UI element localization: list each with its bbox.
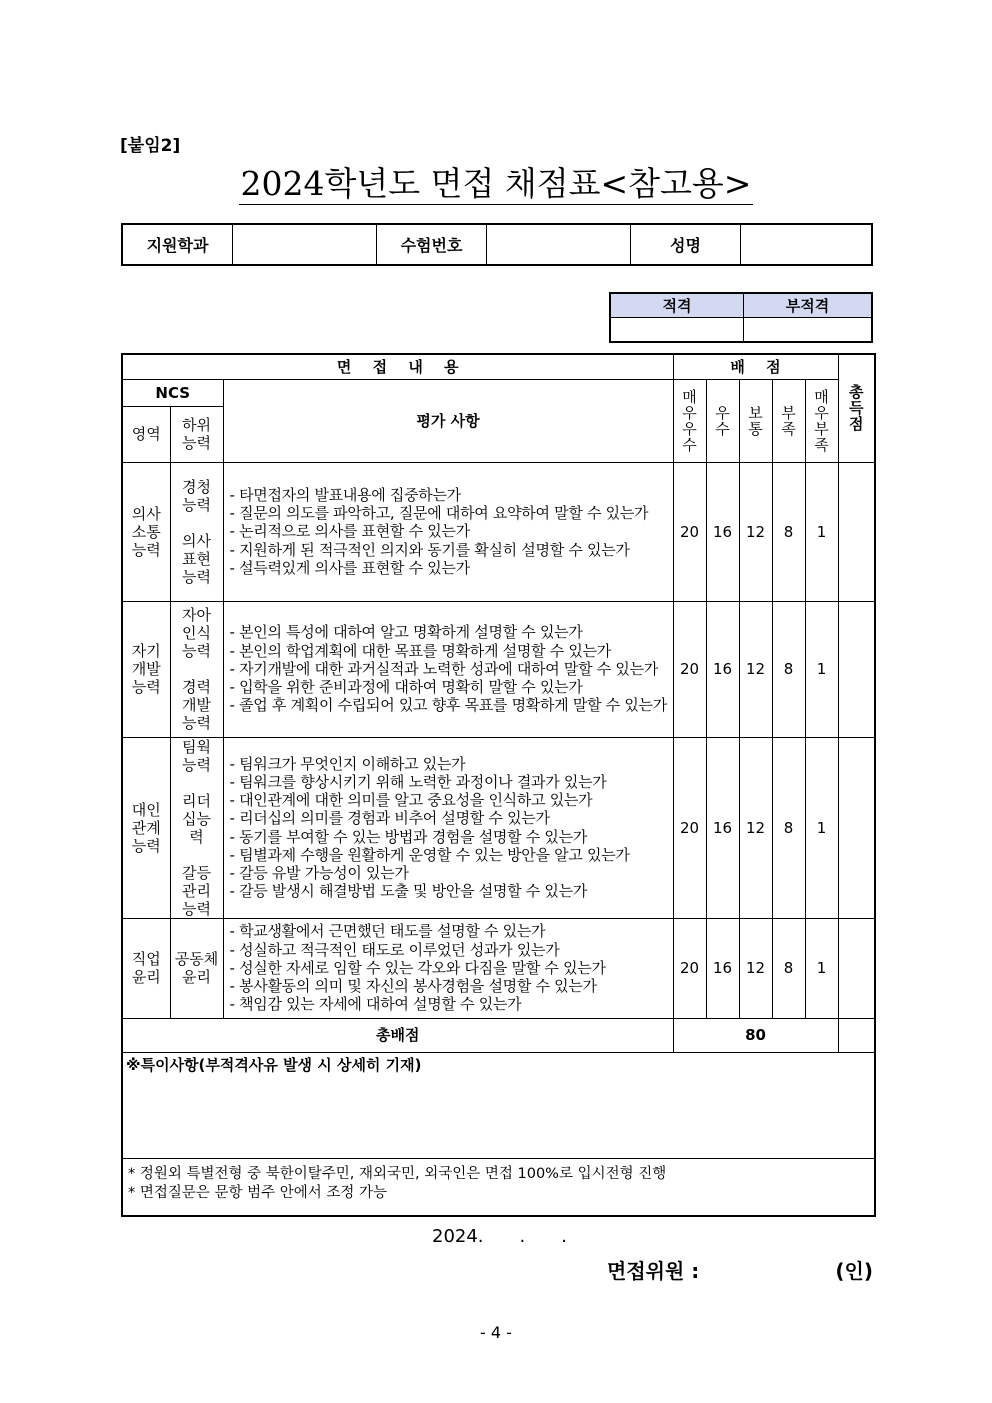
score-cell[interactable]: 12 — [739, 737, 772, 918]
score-cell[interactable]: 8 — [772, 601, 805, 737]
sub-ability-text: 경청능력 의사표현능력 — [182, 477, 211, 586]
criteria-item: - 자기개발에 대한 과거실적과 노력한 성과에 대하여 말할 수 있는가 — [229, 659, 658, 678]
score-cell[interactable]: 20 — [673, 601, 706, 737]
criteria-item: - 본인의 특성에 대하여 알고 명확하게 설명할 수 있는가 — [229, 623, 583, 642]
page-number: - 4 - — [480, 1323, 512, 1342]
criteria-item: - 설득력있게 의사를 표현할 수 있는가 — [229, 558, 470, 577]
domain-cell — [122, 918, 170, 1018]
pass-label: 적격 — [610, 293, 744, 318]
criteria-item: - 대인관계에 대한 의미를 알고 중요성을 인식하고 있는가 — [229, 791, 593, 810]
criteria-item: - 책임감 있는 자세에 대하여 설명할 수 있는가 — [229, 995, 522, 1014]
sub-ability-cell — [170, 918, 223, 1018]
score-cell[interactable]: 16 — [706, 601, 739, 737]
ncs-header: NCS — [122, 379, 223, 406]
content-header: 면 접 내 용 — [122, 354, 673, 379]
criteria-cell — [223, 737, 673, 918]
score-cell[interactable]: 12 — [739, 601, 772, 737]
level-header-very-poor — [805, 379, 838, 462]
criteria-item: - 질문의 의도를 파악하고, 질문에 대하여 요약하여 말할 수 있는가 — [229, 504, 649, 523]
score-cell[interactable]: 12 — [739, 462, 772, 601]
name-field[interactable] — [741, 224, 873, 265]
sub-ability-header — [170, 406, 223, 462]
domain-text: 대인관계능력 — [131, 800, 161, 855]
name-label: 성명 — [631, 224, 741, 265]
fail-label: 부적격 — [744, 293, 873, 318]
criteria-cell — [223, 601, 673, 737]
signature-label: 면접위원 : — [607, 1259, 700, 1283]
criteria-row — [122, 918, 875, 1018]
criteria-item: - 갈등 발생시 해결방법 도출 및 방안을 설명할 수 있는가 — [229, 882, 588, 901]
total-score-header — [838, 354, 875, 462]
level-average-text: 보통 — [748, 403, 763, 438]
signature-stamp: (인) — [835, 1259, 873, 1283]
criteria-item: - 팀워크가 무엇인지 이해하고 있는가 — [229, 754, 466, 773]
total-score-cell[interactable] — [838, 1018, 875, 1052]
criteria-item: - 성실하고 적극적인 태도로 이루었던 성과가 있는가 — [229, 940, 560, 959]
criteria-item: - 팀워크를 향상시키기 위해 노력한 과정이나 결과가 있는가 — [229, 772, 607, 791]
footnote-1: * 정원외 특별전형 중 북한이탈주민, 재외국민, 외국인은 면접 100%로 입시전형 진행 — [128, 1165, 667, 1182]
criteria-item: - 성실한 자세로 임할 수 있는 각오와 다짐을 말할 수 있는가 — [229, 958, 606, 977]
criteria-item: - 본인의 학업계획에 대한 목표를 명확하게 설명할 수 있는가 — [229, 641, 611, 660]
score-cell[interactable]: 16 — [706, 918, 739, 1018]
level-header-average — [739, 379, 772, 462]
criteria-cell — [223, 918, 673, 1018]
total-value: 80 — [673, 1018, 838, 1052]
sub-ability-cell — [170, 601, 223, 737]
level-good-text: 우수 — [715, 403, 730, 438]
score-cell[interactable]: 20 — [673, 462, 706, 601]
score-cell[interactable]: 20 — [673, 737, 706, 918]
sub-ability-text: 자아인식능력 경력개발능력 — [182, 606, 211, 732]
criteria-header: 평가 사항 — [223, 379, 673, 462]
criteria-item: - 갈등 유발 가능성이 있는가 — [229, 863, 409, 882]
row-total-cell[interactable] — [838, 462, 875, 601]
special-notes-area[interactable] — [122, 1052, 875, 1158]
dept-label: 지원학과 — [122, 224, 233, 265]
score-cell[interactable]: 16 — [706, 462, 739, 601]
level-header-poor — [772, 379, 805, 462]
footnote-2: * 면접질문은 문항 범주 안에서 조정 가능 — [128, 1184, 388, 1201]
score-cell[interactable]: 12 — [739, 918, 772, 1018]
total-label: 총배점 — [122, 1018, 673, 1052]
criteria-item: - 지원하게 된 적극적인 의지와 동기를 확실히 설명할 수 있는가 — [229, 540, 630, 559]
criteria-item: - 동기를 부여할 수 있는 방법과 경험을 설명할 수 있는가 — [229, 827, 588, 846]
domain-header: 영역 — [122, 406, 170, 462]
total-score-header-text: 총득점 — [849, 383, 864, 434]
fail-check-cell[interactable] — [744, 318, 873, 343]
domain-cell — [122, 601, 170, 737]
criteria-row — [122, 601, 875, 737]
level-excellent-text: 매우우수 — [682, 387, 697, 454]
signature-line — [607, 1255, 873, 1284]
sub-ability-text: 공동체윤리 — [174, 950, 219, 986]
score-cell[interactable]: 16 — [706, 737, 739, 918]
criteria-row — [122, 737, 875, 918]
level-header-good — [706, 379, 739, 462]
domain-text: 직업윤리 — [131, 950, 161, 986]
criteria-item: - 논리적으로 의사를 표현할 수 있는가 — [229, 522, 470, 541]
criteria-rows — [122, 462, 875, 1018]
sub-ability-header-text: 하위능력 — [182, 416, 211, 452]
exam-no-label: 수험번호 — [377, 224, 487, 265]
pass-fail-table — [609, 292, 873, 343]
domain-text: 의사소통능력 — [131, 504, 161, 559]
criteria-item: - 학교생활에서 근면했던 태도를 설명할 수 있는가 — [229, 922, 546, 941]
criteria-item: - 타면접자의 발표내용에 집중하는가 — [229, 485, 461, 504]
criteria-item: - 팀별과제 수행을 원활하게 운영할 수 있는 방안을 알고 있는가 — [229, 845, 630, 864]
row-total-cell[interactable] — [838, 737, 875, 918]
attachment-label: [붙임2] — [120, 136, 181, 156]
row-total-cell[interactable] — [838, 918, 875, 1018]
pass-check-cell[interactable] — [610, 318, 744, 343]
domain-cell — [122, 737, 170, 918]
score-header: 배 점 — [673, 354, 838, 379]
scoring-table — [121, 353, 876, 1217]
date-line: 2024. . . — [432, 1226, 567, 1247]
criteria-item: - 봉사활동의 의미 및 자신의 봉사경험을 설명할 수 있는가 — [229, 977, 597, 996]
score-cell[interactable]: 1 — [805, 918, 838, 1018]
footnotes — [122, 1158, 875, 1216]
criteria-row — [122, 462, 875, 601]
exam-no-field[interactable] — [487, 224, 631, 265]
level-header-excellent — [673, 379, 706, 462]
criteria-item: - 졸업 후 계획이 수립되어 있고 향후 목표를 명확하게 말할 수 있는가 — [229, 696, 667, 715]
domain-cell — [122, 462, 170, 601]
page-title: 2024학년도 면접 채점표<참고용> — [240, 164, 752, 203]
dept-field[interactable] — [233, 224, 377, 265]
criteria-item: - 입학을 위한 준비과정에 대하여 명확히 말할 수 있는가 — [229, 678, 583, 697]
row-total-cell[interactable] — [838, 601, 875, 737]
score-cell[interactable]: 8 — [772, 737, 805, 918]
level-poor-text: 부족 — [781, 403, 796, 438]
sub-ability-text: 팀웍능력 리더십능력 갈등관리능력 — [182, 737, 211, 918]
score-cell[interactable]: 8 — [772, 462, 805, 601]
score-cell[interactable]: 1 — [805, 737, 838, 918]
score-cell[interactable]: 8 — [772, 918, 805, 1018]
special-notes-label: ※특이사항(부적격사유 발생 시 상세히 기재) — [126, 1055, 422, 1074]
criteria-cell — [223, 462, 673, 601]
sub-ability-cell — [170, 737, 223, 918]
score-cell[interactable]: 1 — [805, 462, 838, 601]
score-cell[interactable]: 1 — [805, 601, 838, 737]
page-title-wrap — [0, 158, 992, 205]
score-cell[interactable]: 20 — [673, 918, 706, 1018]
sub-ability-cell — [170, 462, 223, 601]
applicant-info-table — [121, 223, 873, 266]
level-very-poor-text: 매우부족 — [814, 387, 829, 454]
criteria-item: - 리더십의 의미를 경험과 비추어 설명할 수 있는가 — [229, 809, 550, 828]
domain-text: 자기개발능력 — [131, 642, 161, 696]
